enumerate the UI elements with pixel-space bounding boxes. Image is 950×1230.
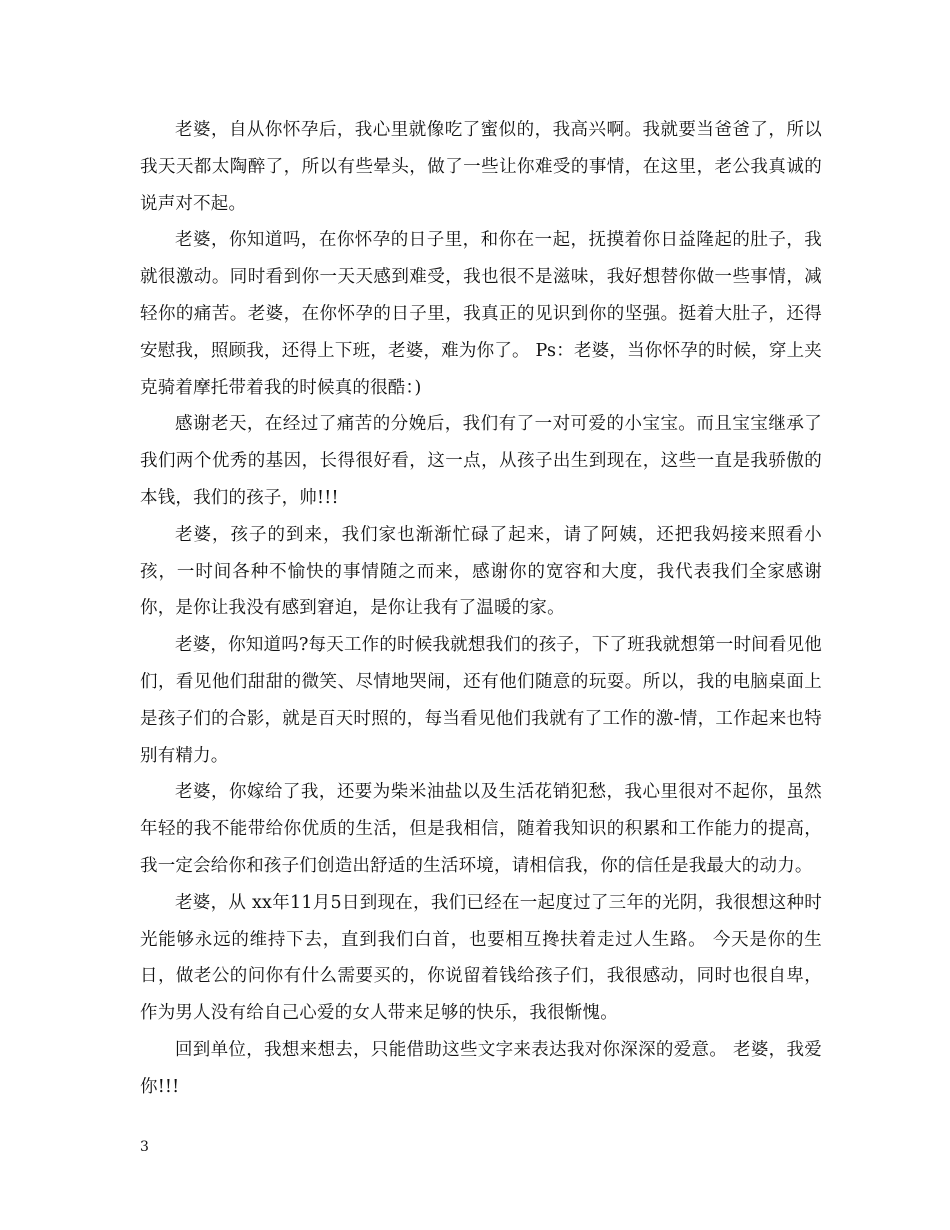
paragraph-6: 老婆，你嫁给了我，还要为柴米油盐以及生活花销犯愁，我心里很对不起你，虽然年轻的我不能带给你优质的生活，但是我相信，随着我知识的积累和工作能力的提高，我一定会给你和孩子们创造出舒适的生活环境，请相信我，你的信任是我最大的动力。 [140, 782, 822, 876]
document-body [140, 112, 822, 1106]
page-number: 3 [140, 1139, 149, 1155]
paragraph-8: 回到单位，我想来想去，只能借助这些文字来表达我对你深深的爱意。 老婆，我爱你!!! [140, 1039, 822, 1097]
paragraph-7: 老婆，从 xx年11月5日到现在，我们已经在一起度过了三年的光阴，我很想这种时光能够永远的维持下去，直到我们白首，也要相互搀扶着走过人生路。 今天是你的生日，做老公的问你有什么需要买的，你说留着钱给孩子们，我很感动，同时也很自卑，作为男人没有给自己心爱的女人带来足够的快乐，我很惭愧。 [140, 892, 822, 1024]
paragraph-1: 老婆，自从你怀孕后，我心里就像吃了蜜似的，我高兴啊。我就要当爸爸了，所以我天天都太陶醉了，所以有些晕头，做了一些让你难受的事情，在这里，老公我真诚的说声对不起。 [140, 120, 822, 214]
paragraph-4: 老婆，孩子的到来，我们家也渐渐忙碌了起来，请了阿姨，还把我妈接来照看小孩，一时间各种不愉快的事情随之而来，感谢你的宽容和大度，我代表我们全家感谢你，是你让我没有感到窘迫，是你让我有了温暖的家。 [140, 524, 822, 619]
paragraph-3: 感谢老天，在经过了痛苦的分娩后，我们有了一对可爱的小宝宝。而且宝宝继承了我们两个优秀的基因，长得很好看，这一点，从孩子出生到现在，这些一直是我骄傲的本钱，我们的孩子，帅!!! [140, 414, 822, 508]
paragraph-5: 老婆，你知道吗?每天工作的时候我就想我们的孩子，下了班我就想第一时间看见他们，看见他们甜甜的微笑、尽情地哭闹，还有他们随意的玩耍。所以，我的电脑桌面上是孩子们的合影，就是百天时照的，每当看见他们我就有了工作的激-情，工作起来也特别有精力。 [140, 635, 822, 766]
paragraph-2: 老婆，你知道吗，在你怀孕的日子里，和你在一起，抚摸着你日益隆起的肚子，我就很激动。同时看到你一天天感到难受，我也很不是滋味，我好想替你做一些事情，减轻你的痛苦。老婆，在你怀孕的日子里，我真正的见识到你的坚强。挺着大肚子，还得安慰我，照顾我，还得上下班，老婆，难为你了。 Ps：老婆，当你怀孕的时候，穿上夹克骑着摩托带着我的时候真的很酷：) [140, 230, 822, 398]
